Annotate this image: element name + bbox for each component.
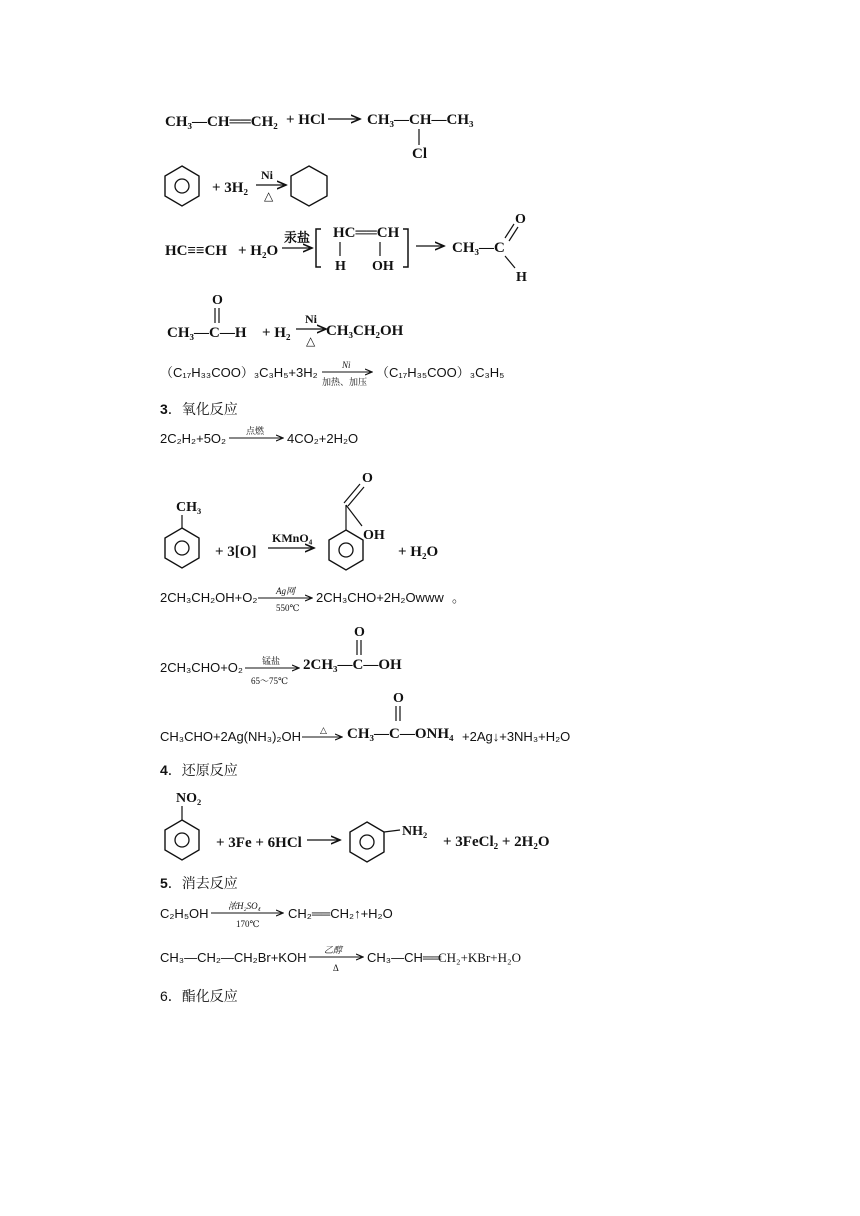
reaction-nitrobenzene-reduction xyxy=(165,791,550,862)
bracket-left xyxy=(316,229,321,267)
group-oh: OH xyxy=(363,528,385,543)
benzene-ring xyxy=(165,820,199,860)
reaction-oil-hydrogenation xyxy=(160,360,504,387)
aromatic-circle xyxy=(175,179,189,193)
group-oh: OH xyxy=(372,259,394,274)
reaction-toluene-oxidation xyxy=(165,471,438,570)
period-mark: 。 xyxy=(452,590,466,605)
reaction-acetylene-combustion xyxy=(160,425,358,446)
reaction-silver-mirror xyxy=(160,691,570,744)
aromatic-circle xyxy=(175,541,189,555)
reagent-iron-hcl: + 3Fe + 6HCl xyxy=(216,835,302,851)
aromatic-circle xyxy=(339,543,353,557)
reaction-ethanol-dehydration xyxy=(160,901,393,929)
reaction-benzene-hydrogenation xyxy=(165,166,327,206)
heading-reduction: 4．还原反应 xyxy=(160,762,238,778)
reactant-ethanol: C₂H₅OH xyxy=(160,906,209,921)
cyclohexane-ring xyxy=(291,166,327,206)
reactant-ethanol-oxygen: 2CH₃CH₂OH+O₂ xyxy=(160,590,258,605)
benzene-ring xyxy=(165,528,199,568)
condition-temperature: 550℃ xyxy=(276,603,300,613)
catalyst-mercury-salt: 汞盐 xyxy=(284,230,311,245)
heading-elimination: 5．消去反应 xyxy=(160,875,238,891)
reaction-bromopropane-elimination xyxy=(160,945,521,973)
condition-heat: △ xyxy=(320,725,327,735)
atom-o: O xyxy=(354,625,365,640)
substituent-cl: Cl xyxy=(412,146,427,162)
product-silver-ammonia-water: +2Ag↓+3NH₃+H₂O xyxy=(462,729,571,744)
reactant-propene: CH₃—CH══CH₂ xyxy=(165,114,278,130)
condition-temperature: 65～75℃ xyxy=(251,676,289,686)
condition-temperature: 170℃ xyxy=(236,919,260,929)
atom-o: O xyxy=(393,691,404,706)
reagent-h2: + 3H₂ xyxy=(212,180,248,196)
product-co2-water: 4CO₂+2H₂O xyxy=(287,431,359,446)
product-acetaldehyde-water: 2CH₃CHO+2H₂Owww xyxy=(316,590,444,605)
condition-ethanol: 乙醇 xyxy=(324,945,343,955)
product-tristearin: （C₁₇H₃₅COO）₃C₃H₅ xyxy=(376,365,505,380)
benzene-ring xyxy=(165,166,199,206)
group-nh2: NH₂ xyxy=(402,824,428,839)
reaction-acetylene-hydration xyxy=(165,212,527,285)
benzene-ring xyxy=(350,822,384,862)
reagent-kmno4: KMnO₄ xyxy=(272,531,313,545)
atom-o: O xyxy=(515,212,526,227)
atom-o: O xyxy=(362,471,373,486)
aromatic-circle xyxy=(175,833,189,847)
product-kbr-water: CH₂+KBr+H₂O xyxy=(438,950,521,965)
catalyst-silver-mesh: Ag网 xyxy=(276,586,295,596)
condition-heat-pressure: 加热、加压 xyxy=(322,377,368,387)
benzene-ring xyxy=(329,530,363,570)
product-fecl2-water: + 3FeCl₂ + 2H₂O xyxy=(443,834,550,850)
aromatic-circle xyxy=(360,835,374,849)
condition-ignite: 点燃 xyxy=(246,426,265,436)
catalyst-ni: Ni xyxy=(305,312,317,326)
atom-h: H xyxy=(516,270,527,285)
product-ammonium-acetate: CH₃—C—ONH₄ xyxy=(347,726,454,742)
reactant-triolein: （C₁₇H₃₃COO）₃C₃H₅+3H₂ xyxy=(160,365,318,380)
product-propene: CH₃—CH══ xyxy=(367,950,442,965)
product-acetaldehyde: CH₃—C xyxy=(452,240,505,256)
intermediate-vinyl-alcohol: HC══CH xyxy=(333,225,400,241)
product-ethylene-water: CH₂══CH₂↑+H₂O xyxy=(288,906,393,921)
group-ch3: CH₃ xyxy=(176,500,202,515)
condition-heat: △ xyxy=(264,189,274,203)
reagent-oxygen: + 3[O] xyxy=(215,544,257,560)
product-water: + H₂O xyxy=(398,544,439,560)
reaction-acetaldehyde-hydrogenation xyxy=(167,293,404,348)
reagent-water: + H₂O xyxy=(238,243,279,259)
bracket-right xyxy=(403,229,408,267)
reaction-ethanol-oxidation xyxy=(160,586,465,613)
reagent-h2: + H₂ xyxy=(262,325,291,341)
atom-h: H xyxy=(335,259,346,274)
heading-esterification: 6．酯化反应 xyxy=(160,988,238,1004)
reactant-acetaldehyde: CH₃—C—H xyxy=(167,325,247,341)
product-ethanol: CH₃CH₂OH xyxy=(326,323,404,339)
reactant-tollens: CH₃CHO+2Ag(NH₃)₂OH xyxy=(160,729,301,744)
catalyst-sulfuric-acid: 浓H₂SO₄ xyxy=(228,901,261,911)
product-acetic-acid: 2CH₃—C—OH xyxy=(303,657,402,673)
reactant-acetaldehyde-oxygen: 2CH₃CHO+O₂ xyxy=(160,660,243,675)
group-no2: NO₂ xyxy=(176,791,202,806)
atom-o: O xyxy=(212,293,223,308)
condition-heat: △ xyxy=(306,334,316,348)
reactant-acetylene: HC≡≡CH xyxy=(165,243,228,259)
catalyst-manganese-salt: 锰盐 xyxy=(262,656,281,666)
catalyst-ni: Ni xyxy=(342,360,351,370)
condition-heat: Δ xyxy=(333,963,339,973)
reactant-bromopropane-koh: CH₃—CH₂—CH₂Br+KOH xyxy=(160,950,307,965)
product-2-chloropropane: CH₃—CH—CH₃ xyxy=(367,112,474,128)
reagent-hcl: + HCl xyxy=(286,112,325,128)
heading-oxidation: 3．氧化反应 xyxy=(160,401,238,417)
catalyst-ni: Ni xyxy=(261,168,273,182)
reaction-propene-hcl xyxy=(165,112,474,162)
reaction-acetaldehyde-oxidation xyxy=(160,625,402,686)
reactant-acetylene-oxygen: 2C₂H₂+5O₂ xyxy=(160,431,227,446)
